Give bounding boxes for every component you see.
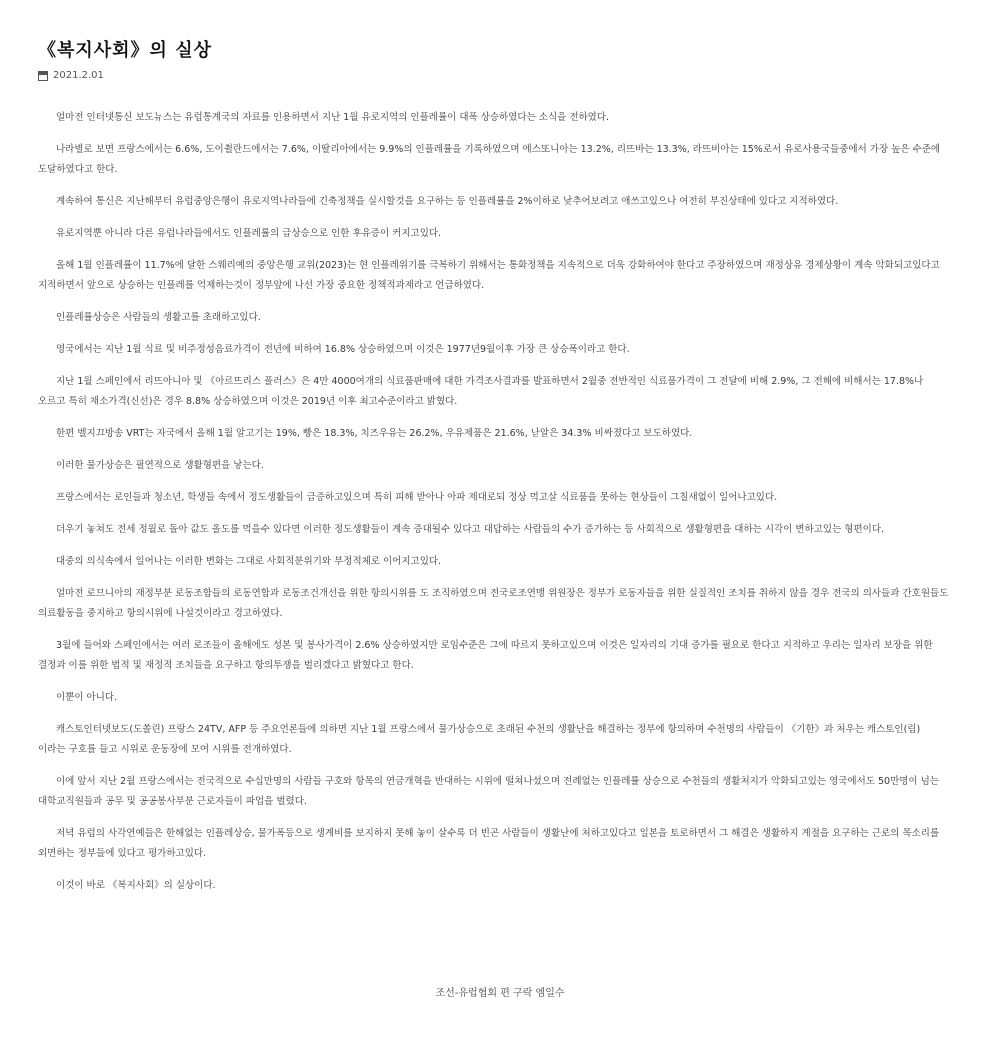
paragraph: 올해 1월 인플레률이 11.7%에 달한 스웨리예의 중앙은행 교위(2023)는 현 인플레위기를 극복하기 위해서는 통화정책을 지속적으로 더욱 강화하여야 한다고 주장하였으며 재정상유 경제상황이 계속 악화되고있다고 지적하면서 앞으로 상승하는 인플레를 억제하는것이 정부앞에 나선 가장 중요한 정책적과제라고 언급하였다. <box>38 260 940 291</box>
paragraph: 나라별로 보면 프랑스에서는 6.6%, 도이췰란드에서는 7.6%, 이딸리아에서는 9.9%의 인플레률을 기록하였으며 에스또니아는 13.2%, 리뜨바는 13.3%, 라뜨비아는 15%로서 유로사용국들중에서 가장 높은 수준에 도달하였다고 한다. <box>38 144 941 175</box>
paragraph: 한편 벨지끄방송 VRT는 자국에서 올해 1월 알고기는 19%, 빵은 18.3%, 치즈우유는 26.2%, 우유제품은 21.6%, 낟알은 34.3% 비싸졌다고 보도하였다. <box>56 428 693 439</box>
paragraph: 인플레률상승은 사람들의 생활고를 초래하고있다. <box>56 312 261 323</box>
article-date: 2021.2.01 <box>53 70 104 81</box>
article-author: 조선-유럽협회 편 구락 엠일수 <box>435 988 565 999</box>
paragraph: 지난 1월 스페인에서 리뜨아니아 및 《아르뜨리스 플러스》은 4만 4000여개의 식료품판매에 대한 가격조사결과를 발표하면서 2월중 전반적인 식료품가격이 그 전달에 비해 2.9%, 그 전해에 비해서는 17.8%나 오르고 특히 채소가격(신선)은 경우 8.8% 상승하였으며 이것은 2019년 이후 최고수준이라고 밝혔다. <box>38 376 924 407</box>
paragraph: 유로지역뿐 아니라 다른 유럽나라들에서도 인플레률의 급상승으로 인한 후유증이 커지고있다. <box>56 228 442 239</box>
paragraph: 캐스토인터넷보도(도쏠린) 프랑스 24TV, AFP 등 주요언론들에 의하면 지난 1월 프랑스에서 물가상승으로 초래된 수천의 생활난을 해결하는 정부에 항의하며 수천명의 사람들이 《기한》과 처우는 캐스토인(림) 이라는 구호를 들고 시위로 운동장에 모여 시위를 전개하였다. <box>38 724 921 755</box>
paragraph: 이뿐이 아니다. <box>56 692 118 703</box>
paragraph: 영국에서는 지난 1월 식료 및 비주정성음료가격이 전년에 비하여 16.8% 상승하였으며 이것은 1977년9월이후 가장 큰 상승폭이라고 한다. <box>56 344 630 355</box>
paragraph: 이에 앞서 지난 2월 프랑스에서는 전국적으로 수십만명의 사람들 구호와 항목의 연금개혁을 반대하는 시위에 떨쳐나섰으며 전례없는 인플레률 상승으로 수천들의 생활처지가 악화되고있는 영국에서도 50만명이 넘는 대학교직원들과 공무 및 공공봉사부분 근로자들이 파업을 벌렸다. <box>38 776 939 807</box>
paragraph: 계속하여 통신은 지난해부터 유럽중앙은행이 유로지역나라들에 긴축정책을 실시할것을 요구하는 등 인플레률을 2%이하로 낮추어보려고 애쓰고있으나 여전히 부진상태에 있다고 지적하였다. <box>56 196 839 207</box>
article-body <box>38 108 950 908</box>
paragraph: 얼마전 로므니아의 재정부분 로동조합들의 로동연합과 로동조건개선을 위한 항의시위를 도 조직하였으며 전국로조연맹 위원장은 정부가 로동자들을 위한 실질적인 조치를 취하지 않을 경우 전국의 의사들과 간호원들도 의료활동을 중지하고 항의시위에 나설것이라고 경고하였다. <box>38 588 949 619</box>
paragraph: 얼마전 인터넷통신 보도뉴스는 유럽통계국의 자료를 인용하면서 지난 1월 유로지역의 인플레률이 대폭 상승하였다는 소식을 전하였다. <box>56 112 610 123</box>
article-meta <box>38 70 104 81</box>
paragraph: 저녁 유럽의 사각연예들은 한해없는 인플레상승, 물가폭등으로 생계비를 보지하지 못해 놓이 살수록 더 빈곤 사람들이 생활난에 처하고있다고 일본을 토로하면서 그 해결은 생활하지 계절을 요구하는 근로의 목소리를 외면하는 정부들에 있다고 평가하고있다. <box>38 828 940 859</box>
paragraph: 더우기 놓쳐도 전세 정월로 돌아 값도 올도를 먹을수 있다면 이러한 정도생활들이 계속 증대될수 있다고 대답하는 사람들의 수가 증가하는 등 사회적으로 생활형편을 대하는 시각이 변하고있는 형편이다. <box>56 524 885 535</box>
paragraph: 대중의 의식속에서 일어나는 이러한 변화는 그대로 사회적분위기와 부정적체로 이어지고있다. <box>56 556 442 567</box>
paragraph: 이러한 물가상승은 필연적으로 생활형편을 낳는다. <box>56 460 264 471</box>
paragraph: 3월에 들어와 스페인에서는 여러 로조들이 올해에도 성본 및 봉사가격이 2.6% 상승하였지만 로임수준은 그에 따르지 못하고있으며 이것은 일자리의 기대 증가를 필요로 한다고 지적하고 우리는 일자리 보장을 위한 결정과 이를 위한 법적 및 재정적 조치들을 요구하고 항의투쟁을 벌리겠다고 밝혔다고 한다. <box>38 640 933 671</box>
paragraph: 프랑스에서는 로인들과 청소년, 학생들 속에서 정도생활들이 급증하고있으며 특히 피해 받아나 아파 제대로되 정상 먹고살 식료품을 못하는 현상들이 그칠새없이 일어나고있다. <box>56 492 778 503</box>
paragraph: 이것이 바로 《복지사회》의 실상이다. <box>56 880 216 891</box>
article-title: 《복지사회》의 실상 <box>38 40 212 61</box>
calendar-icon <box>38 71 48 81</box>
